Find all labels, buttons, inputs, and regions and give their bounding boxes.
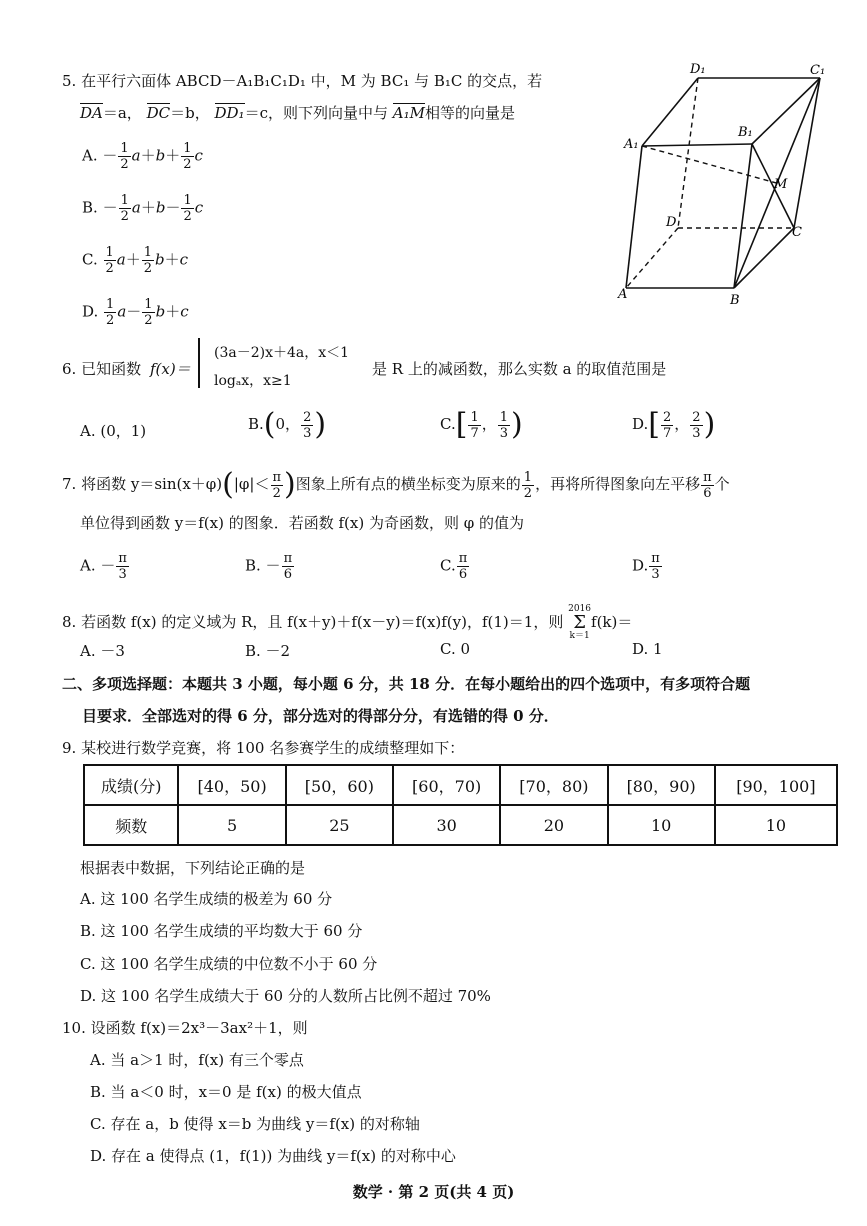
q5-text: ＝c，则下列向量中与 [244, 104, 388, 122]
hidden-edge-d1d [678, 78, 698, 228]
q8-option-a: A. －3 [80, 642, 125, 660]
section2-heading-line2: 目要求．全部选对的得 6 分，部分选对的得部分分，有选错的得 0 分． [82, 707, 559, 725]
table-cell: 5 [178, 805, 285, 845]
q5-option-a: A. － $\frac{1}{2}$ a＋b＋ $\frac{1}{2}$ c [82, 141, 203, 172]
q9-lead: 根据表中数据，下列结论正确的是 [80, 859, 306, 877]
table-cell: [80，90) [608, 765, 715, 805]
option-letter: A. － [80, 556, 116, 575]
q6-stem-pre: 6. 已知函数 [62, 360, 142, 378]
sigma-symbol: Σ [573, 612, 586, 633]
q5-option-b: B. － $\frac{1}{2}$ a＋b－ $\frac{1}{2}$ c [82, 193, 204, 224]
option-letter: D. [632, 415, 649, 433]
q7-text: 个 [714, 475, 730, 493]
table-row [84, 805, 837, 845]
parallelepiped-figure [610, 60, 840, 310]
table-header-row [84, 765, 837, 805]
table-cell: [60，70) [393, 765, 500, 805]
label-b: B [730, 293, 740, 308]
q6-option-a: A. (0，1) [80, 422, 147, 440]
option-letter: C. [440, 556, 456, 575]
q8-stem [62, 605, 632, 641]
option-letter: B. [82, 198, 98, 217]
q6-fx: f(x)＝ [150, 360, 191, 378]
q5-text: ＝b， [170, 104, 210, 122]
table-cell: 10 [715, 805, 837, 845]
label-d: D [666, 215, 677, 230]
q7-text: 7. 将函数 y＝sin(x＋φ) [62, 475, 223, 493]
table-cell: 10 [608, 805, 715, 845]
table-cell: [40，50) [178, 765, 285, 805]
score-table [83, 764, 838, 846]
q10-option-b: B. 当 a＜0 时，x＝0 是 f(x) 的极大值点 [90, 1083, 362, 1101]
q7-option-a: A. － $\frac{\pi}{3}$ [80, 551, 127, 582]
q7-text: 图象上所有点的横坐标变为原来的 [295, 475, 521, 493]
q8-summation [568, 605, 591, 641]
q10-stem: 10. 设函数 f(x)＝2x³－3ax²＋1，则 [62, 1019, 308, 1037]
option-letter: D. [632, 556, 649, 575]
q9-option-c: C. 这 100 名学生成绩的中位数不小于 60 分 [80, 955, 378, 973]
q9-option-a: A. 这 100 名学生成绩的极差为 60 分 [80, 890, 333, 908]
q7-stem-line2: 单位得到函数 y＝f(x) 的图象．若函数 f(x) 为奇函数，则 φ 的值为 [80, 514, 525, 532]
q6-piece-1: (3a－2)x＋4a，x＜1 [214, 345, 350, 361]
label-m: M [774, 177, 788, 192]
option-letter: C. [440, 415, 456, 433]
q5-text: 相等的向量是 [424, 104, 515, 122]
q6-stem-post: 是 R 上的减函数，那么实数 a 的取值范围是 [372, 360, 667, 378]
q7-text: |φ|＜ [233, 475, 270, 493]
q7-option-c: C. $\frac{\pi}{6}$ [440, 551, 468, 582]
edge-bc [734, 228, 794, 288]
section2-heading-line1: 二、多项选择题：本题共 3 小题，每小题 6 分，共 18 分．在每小题给出的四个选项中，有多项符合题 [62, 675, 751, 693]
table-cell: 25 [286, 805, 393, 845]
q5-stem-line1: 5. 在平行六面体 ABCD－A₁B₁C₁D₁ 中，M 为 BC₁ 与 B₁C 的交点，若 [62, 72, 543, 90]
label-a1: A₁ [624, 137, 639, 152]
q6-option-c: C.[ $\frac{1}{7}$ ， $\frac{1}{3}$ ) [440, 407, 523, 442]
table-cell: [70，80) [500, 765, 607, 805]
table-cell: 30 [393, 805, 500, 845]
vector-dd1: DD₁ [214, 104, 245, 122]
vector-dc: DC [146, 104, 171, 122]
q5-option-d: D. $\frac{1}{2}$ a－ $\frac{1}{2}$ b＋c [82, 297, 189, 328]
q6-option-b: B.(0， $\frac{2}{3}$ ) [248, 407, 327, 442]
label-c: C [792, 225, 802, 240]
q7-option-d: D. $\frac{\pi}{3}$ [632, 551, 660, 582]
option-letter: B. － [245, 556, 281, 575]
q6-piece-2: logₐx，x≥1 [214, 373, 292, 389]
q8-option-d: D. 1 [632, 640, 663, 658]
q8-text: 8. 若函数 f(x) 的定义域为 R，且 f(x＋y)＋f(x－y)＝f(x)f(y)，f(1)＝1，则 [62, 613, 564, 631]
option-letter: D. [82, 302, 99, 321]
vector-da: DA [80, 104, 103, 122]
option-letter: C. [82, 250, 98, 269]
table-cell: 频数 [84, 805, 178, 845]
q9-stem: 9. 某校进行数学竞赛，将 100 名参赛学生的成绩整理如下： [62, 739, 465, 757]
table-cell: 20 [500, 805, 607, 845]
page-footer: 数学 · 第 2 页(共 4 页) [352, 1183, 515, 1201]
option-letter: A. [82, 146, 98, 165]
q10-option-a: A. 当 a＞1 时，f(x) 有三个零点 [90, 1051, 304, 1069]
edge-a1a [626, 146, 642, 288]
sum-lower-limit: k＝1 [569, 631, 590, 641]
q9-option-b: B. 这 100 名学生成绩的平均数大于 60 分 [80, 922, 363, 940]
q10-option-c: C. 存在 a，b 使得 x＝b 为曲线 y＝f(x) 的对称轴 [90, 1115, 420, 1133]
q10-option-d: D. 存在 a 使得点 (1，f(1)) 为曲线 y＝f(x) 的对称中心 [90, 1147, 456, 1165]
q7-stem-line1: 7. 将函数 y＝sin(x＋φ)(|φ|＜ $\frac{\pi}{2}$ )图象上所有点的横坐标变为原来的 $\frac{1}{2}$ ，再将所得图象向左平移 $\frac{\pi}{6}$ 个 [62, 467, 730, 502]
q6-option-d: D.[ $\frac{2}{7}$ ， $\frac{2}{3}$ ) [632, 407, 716, 442]
q5-option-c: C. $\frac{1}{2}$ a＋ $\frac{1}{2}$ b＋c [82, 245, 189, 276]
hidden-edge-da [626, 228, 678, 288]
q8-text: f(k)＝ [591, 613, 633, 631]
label-b1: B₁ [738, 125, 753, 140]
table-cell: [90，100] [715, 765, 837, 805]
label-a: A [618, 287, 628, 302]
table-cell: [50，60) [286, 765, 393, 805]
vector-a1m: A₁M [392, 104, 425, 122]
q5-text: ＝a， [102, 104, 142, 122]
label-c1: C₁ [810, 63, 826, 78]
sum-upper-limit: 2016 [568, 604, 592, 614]
q8-option-b: B. －2 [245, 642, 291, 660]
edge-a1b1 [642, 144, 752, 146]
option-letter: B. [248, 415, 264, 433]
q5-stem-line2 [80, 102, 515, 123]
label-d1: D₁ [690, 62, 706, 77]
q7-text: ，再将所得图象向左平移 [535, 475, 701, 493]
q9-option-d: D. 这 100 名学生成绩大于 60 分的人数所占比例不超过 70% [80, 987, 491, 1005]
q7-option-b: B. － $\frac{\pi}{6}$ [245, 551, 293, 582]
hidden-segment-a1m [642, 146, 780, 184]
q6-piecewise-brace [198, 338, 212, 388]
q8-option-c: C. 0 [440, 640, 471, 658]
table-cell: 成绩(分) [84, 765, 178, 805]
